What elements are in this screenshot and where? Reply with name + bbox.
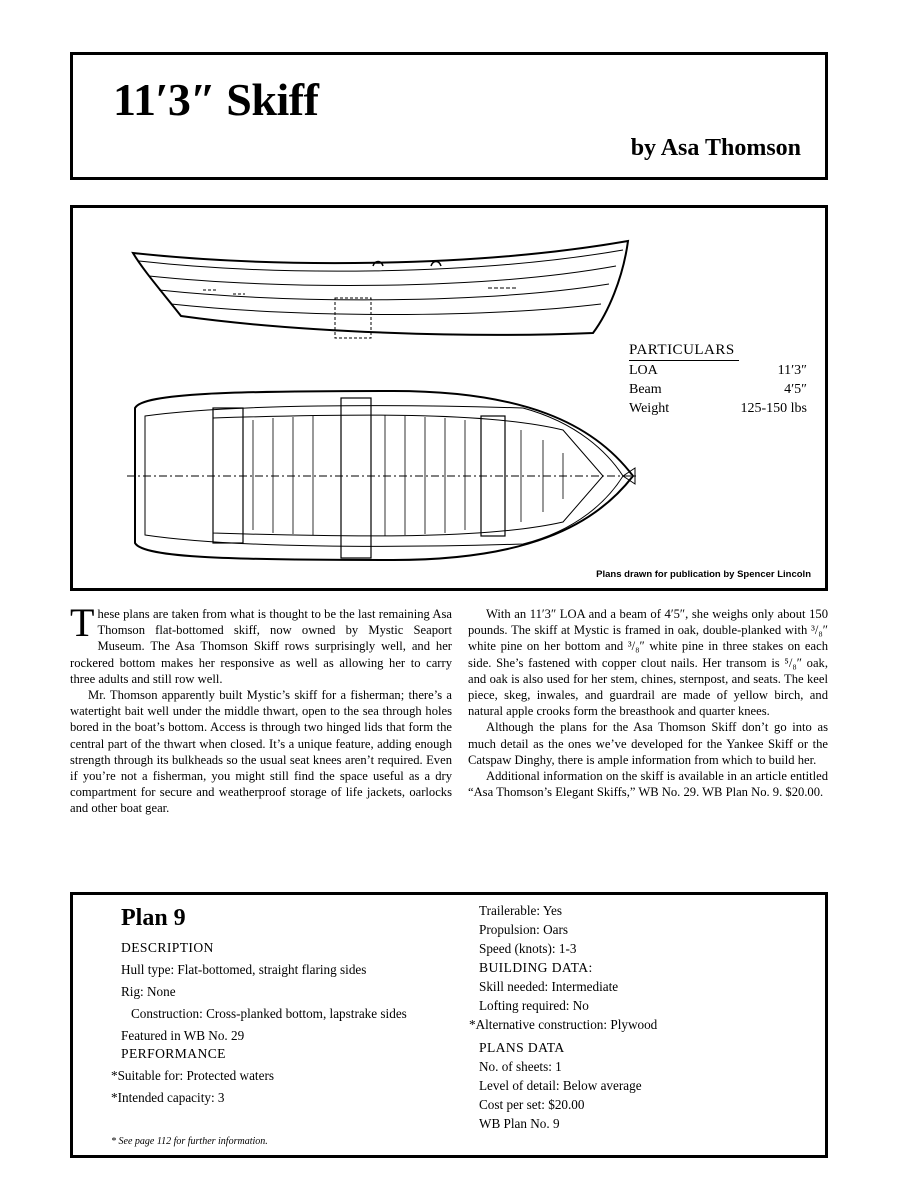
particulars-row [629, 380, 807, 399]
building-data-heading: BUILDING DATA: [479, 960, 593, 975]
article-paragraph [70, 600, 452, 687]
byline: by Asa Thomson [630, 135, 801, 161]
footnote: * See page 112 for further information. [111, 1136, 268, 1147]
article-paragraph-text: hese plans are taken from what is thought to be the last remaining Asa Thomson flat-bottomed skiff, now owned by Mystic Seaport Museum. The Asa Thomson Skiff rows surprisingly well, and her rockered bottom makes her responsive as well as allowing her to carry three adults and still row well. [70, 607, 452, 686]
lofting-required: Lofting required: No [479, 998, 589, 1013]
plan-title: Plan 9 [121, 905, 186, 931]
level-of-detail: Level of detail: Below average [479, 1078, 642, 1093]
title-box [70, 52, 828, 180]
article-column-left [70, 600, 452, 817]
description-heading: DESCRIPTION [121, 940, 214, 955]
hull-type: Hull type: Flat-bottomed, straight flaring sides [121, 962, 367, 977]
performance-heading: PERFORMANCE [121, 1046, 226, 1061]
particulars-table [629, 341, 807, 418]
cost-per-set: Cost per set: $20.00 [479, 1097, 585, 1112]
drop-cap: T [70, 600, 95, 645]
particulars-label: Weight [629, 401, 670, 416]
skiff-profile-view [133, 241, 628, 338]
particulars-heading: PARTICULARS [629, 341, 739, 361]
article-paragraph: Additional information on the skiff is available in an article entitled “Asa Thomson’s Elegant Skiffs,” WB No. 29. WB Plan No. 9. $20.00. [468, 769, 828, 800]
speed: Speed (knots): 1-3 [479, 941, 577, 956]
construction: Construction: Cross-planked bottom, lapstrake sides [131, 1006, 407, 1021]
plan-drawing-box [70, 205, 828, 591]
page-title: 11′3″ Skiff [113, 74, 319, 125]
article-paragraph: Mr. Thomson apparently built Mystic’s skiff for a fisherman; there’s a watertight bait well under the middle thwart, open to the sea through holes bored in the boat’s bottom. Access is through two hinged lids that form the central part of the thwart when closed. It’s a unique feature, adding enough strength through its bulkheads so the usual seat knees aren’t required. Even if you’re not a fisherman, you might still find the space useful as a dry compartment for secure and weatherproof storage of life jackets, oarlocks and other boat gear. [70, 688, 452, 816]
plan-right-column [469, 901, 809, 1133]
alternative-construction: *Alternative construction: Plywood [469, 1017, 658, 1032]
particulars-value: 4′5″ [784, 382, 807, 397]
skill-needed: Skill needed: Intermediate [479, 979, 619, 994]
particulars-value: 125-150 lbs [740, 401, 807, 416]
drawing-credit: Plans drawn for publication by Spencer Lincoln [596, 569, 811, 580]
particulars-label: LOA [629, 363, 658, 378]
number-of-sheets: No. of sheets: 1 [479, 1059, 562, 1074]
skiff-plan-view [127, 391, 637, 560]
rig: Rig: None [121, 984, 176, 999]
particulars-row [629, 361, 807, 380]
trailerable: Trailerable: Yes [479, 903, 563, 918]
particulars-row [629, 399, 807, 418]
particulars-value: 11′3″ [777, 363, 807, 378]
article-paragraph: With an 11′3″ LOA and a beam of 4′5″, she weighs only about 150 pounds. The skiff at Mystic is framed in oak, double-planked with ³/₈″ white pine on her bottom and ³/₈″ white pine in three stakes on each side. She’s fastened with copper clout nails. Her transom is ⁵/₈″ oak, and oak is also used for her stem, chines, sternpost, and seats. The keel piece, skeg, inwales, and guardrail are made of yellow birch, and natural apple crooks form the breasthook and quarter knees. [468, 607, 828, 719]
plans-data-heading: PLANS DATA [479, 1040, 565, 1055]
particulars-label: Beam [629, 382, 662, 397]
wb-plan-number: WB Plan No. 9 [479, 1116, 560, 1131]
suitable-for: *Suitable for: Protected waters [111, 1068, 274, 1083]
plan-left-column [111, 903, 451, 1107]
intended-capacity: *Intended capacity: 3 [111, 1090, 225, 1105]
article-column-right [468, 606, 828, 800]
featured-in: Featured in WB No. 29 [121, 1028, 245, 1043]
article-paragraph: Although the plans for the Asa Thomson Skiff don’t go into as much detail as the ones we’ve developed for the Yankee Skiff or the Catspaw Dinghy, there is ample information from which to build her. [468, 720, 828, 767]
propulsion: Propulsion: Oars [479, 922, 569, 937]
plan-data-box [70, 892, 828, 1158]
